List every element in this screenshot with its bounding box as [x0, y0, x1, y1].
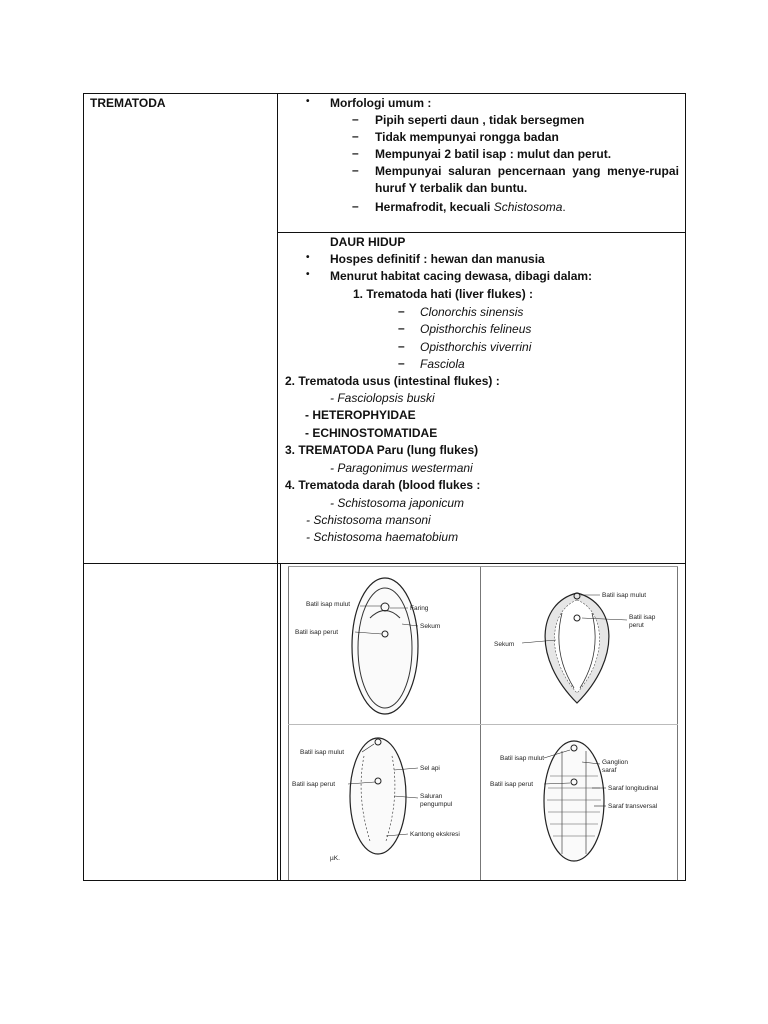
row-divider-1 [277, 232, 686, 233]
table-border-right [685, 93, 686, 881]
species-name: - Schistosoma haematobium [306, 530, 459, 544]
table-border-top [83, 93, 686, 94]
trematoda-usus: 2. Trematoda usus (intestinal flukes) : [285, 374, 500, 388]
label-ganglion: Ganglion [602, 759, 629, 766]
morfologi-item: Mempunyai 2 batil isap : mulut dan perut. [375, 147, 612, 161]
table-border-left [83, 93, 84, 881]
label-batil-isap-perut: Batil isap perut [490, 781, 533, 788]
figure-frame-mid [480, 566, 481, 880]
family-echinostomatidae: - ECHINOSTOMATIDAE [305, 426, 438, 440]
hermafrodit-text: Hermafrodit, kecuali [375, 200, 494, 214]
label-sel-api: Sel api [420, 765, 440, 772]
label-sekum: Sekum [494, 641, 515, 648]
figure-fluke-nervous [482, 726, 676, 878]
label-pengumpul: pengumpul [420, 801, 453, 808]
morfologi-item: Pipih seperti daun , tidak bersegmen [375, 113, 585, 127]
figure-frame-row [288, 724, 678, 725]
hospes-line: Hospes definitif : hewan dan manusia [330, 252, 545, 266]
row-divider-2 [83, 563, 686, 564]
label-batil-isap-mulut: Batil isap mulut [602, 592, 647, 599]
label-sekum: Sekum [420, 623, 441, 630]
label-saraf: saraf [602, 767, 617, 774]
label-saluran: Saluran [420, 793, 443, 800]
hermafrodit-line [375, 199, 566, 216]
dash: – [398, 356, 405, 370]
morfologi-item: Tidak mempunyai rongga badan [375, 130, 559, 144]
morfologi-item: Mempunyai saluran pencernaan yang menye-rupai [375, 164, 679, 178]
species-name: Fasciola [420, 357, 465, 371]
figure-fluke-excretory [290, 726, 478, 878]
dash: – [352, 112, 359, 126]
label-batil-isap: Batil isap [629, 614, 656, 621]
species-name: Opisthorchis viverrini [420, 340, 532, 354]
species-name: Clonorchis sinensis [420, 305, 524, 319]
habitat-line: Menurut habitat cacing dewasa, dibagi dalam: [330, 269, 593, 283]
figure-frame-right [677, 566, 678, 880]
dash: – [352, 146, 359, 160]
species-name: Opisthorchis felineus [420, 322, 532, 336]
label-saraf-transversal: Saraf transversal [608, 803, 658, 810]
dash: – [398, 321, 405, 335]
bullet: • [306, 269, 310, 280]
dash: – [398, 304, 405, 318]
species-name: - Schistosoma mansoni [306, 513, 431, 527]
dash: – [352, 163, 359, 177]
label-batil-isap-perut: Batil isap perut [295, 629, 338, 636]
morfologi-item-continuation: huruf Y terbalik dan buntu. [375, 181, 528, 195]
column-divider-inner [280, 563, 281, 881]
trematoda-hati: 1. Trematoda hati (liver flukes) : [353, 287, 534, 301]
label-faring: Faring [410, 605, 429, 612]
label-perut: perut [629, 622, 644, 629]
hermafrodit-period: . [562, 200, 566, 214]
figure-fluke-sekum [482, 568, 676, 722]
figure-fluke-digestive [290, 568, 478, 722]
species-name: - Fasciolopsis buski [330, 391, 435, 405]
schistosoma-italic: Schistosoma [493, 200, 563, 214]
dash: – [352, 199, 359, 213]
dash: – [352, 129, 359, 143]
label-mark: µK. [330, 855, 340, 862]
bullet: • [306, 96, 310, 107]
species-name: - Paragonimus westermani [330, 461, 473, 475]
label-batil-isap-perut: Batil isap perut [292, 781, 335, 788]
bullet: • [306, 252, 310, 263]
species-name: - Schistosoma japonicum [330, 496, 465, 510]
label-batil-isap-mulut: Batil isap mulut [500, 755, 545, 762]
column-divider [277, 93, 278, 881]
trematoda-darah: 4. Trematoda darah (blood flukes : [285, 478, 481, 492]
daur-heading: DAUR HIDUP [330, 235, 406, 249]
section-label: TREMATODA [90, 96, 166, 110]
family-heterophyidae: - HETEROPHYIDAE [305, 408, 416, 422]
dash: – [398, 339, 405, 353]
trematoda-paru: 3. TREMATODA Paru (lung flukes) [285, 443, 479, 457]
label-batil-isap-mulut: Batil isap mulut [306, 601, 351, 608]
morfologi-heading: Morfologi umum : [330, 96, 432, 110]
label-kantong-ekskresi: Kantong ekskresi [410, 831, 460, 838]
label-batil-isap-mulut: Batil isap mulut [300, 749, 345, 756]
table-border-bottom [83, 880, 686, 881]
label-saraf-longitudinal: Saraf longitudinal [608, 785, 659, 792]
figure-frame-left [288, 566, 289, 880]
figure-frame-top [288, 566, 678, 567]
